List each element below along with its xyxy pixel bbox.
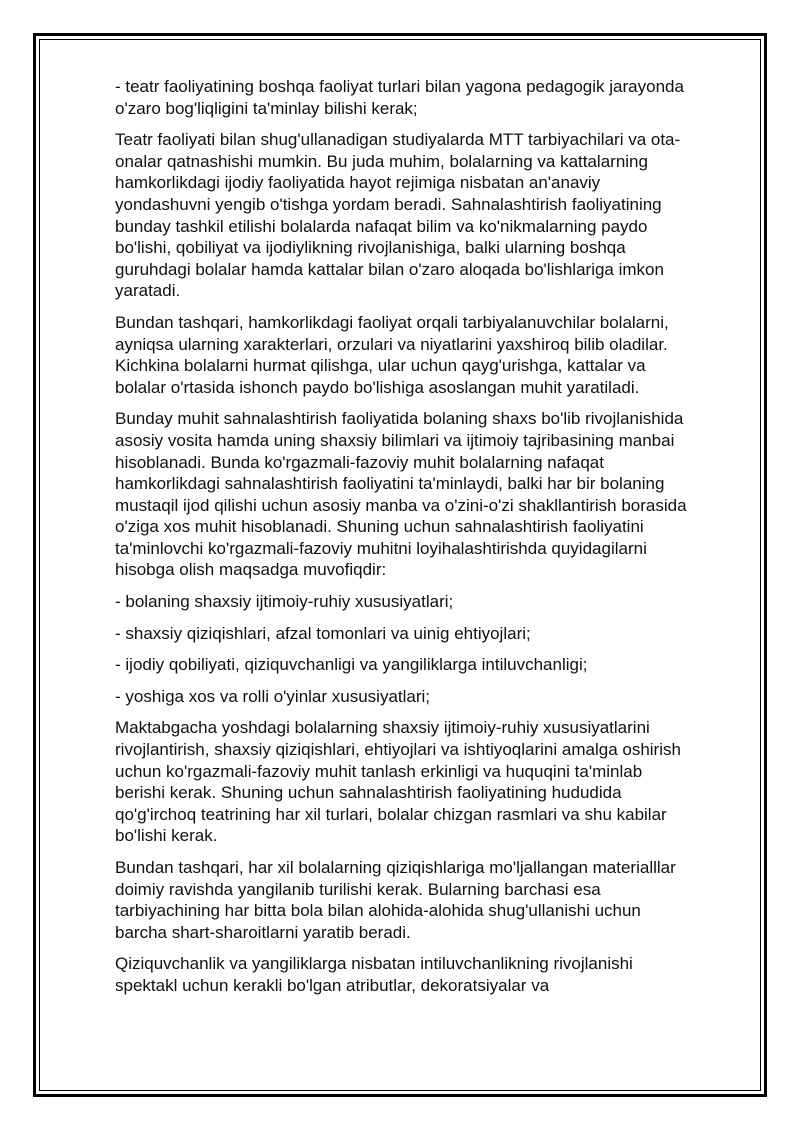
paragraph: Bundan tashqari, har xil bolalarning qiziqishlariga mo'ljallangan materialllar doimiy ravishda yangilanib turilishi kerak. Bularning barchasi esa tarbiyachining har bitta bola bilan alohida-alohida shug'ullanishi uchun barcha shart-sharoitlarni yaratib beradi. [115, 858, 676, 942]
list-item: - ijodiy qobiliyati, qiziquvchanligi va yangiliklarga intiluvchanligi; [115, 655, 588, 675]
paragraph: Bunday muhit sahnalashtirish faoliyatida bolaning shaxs bo'lib rivojlanishida asosiy vosita hamda uning shaxsiy bilimlari va ijtimoiy tajribasining manbai hisoblanadi. Bunda ko'rgazmali-fazoviy muhit bolalarning nafaqat hamkorlikdagi sahnalashtirish faoliyatini ta'minlaydi, balki har bir bolaning mustaqil ijod qilishi uchun asosiy manba va o'zini-o'zi shakllantirish borasida o'ziga xos muhit hisoblanadi. Shuning uchun sahnalashtirish faoliyatini ta'minlovchi ko'rgazmali-fazoviy muhitni loyihalashtirishda quyidagilarni hisobga olish maqsadga muvofiqdir: [115, 409, 687, 580]
list-item: - shaxsiy qiziqishlari, afzal tomonlari va uinig ehtiyojlari; [115, 623, 531, 643]
paragraph: Bundan tashqari, hamkorlikdagi faoliyat orqali tarbiyalanuvchilar bolalarni, ayniqsa ularning xarakterlari, orzulari va niyatlarini yaxshiroq bilib oladilar. Kichkina bolalarni hurmat qilishga, ular uchun qayg'urishga, kattalar va bolalar o'rtasida ishonch paydo bo'lishiga asoslangan muhit yaratiladi. [115, 312, 669, 397]
paragraph: - teatr faoliyatining boshqa faoliyat turlari bilan yagona pedagogik jarayonda o'zaro bog'liqligini ta'minlay bilishi kerak; [115, 77, 684, 118]
list-item: - yoshiga xos va rolli o'yinlar xususiyatlari; [115, 686, 431, 706]
paragraph: Teatr faoliyati bilan shug'ullanadigan studiyalarda MTT tarbiyachilari va ota-onalar qatnashishi mumkin. Bu juda muhim, bolalarning va kattalarning hamkorlikdagi ijodiy faoliyatida hayot rejimiga nisbatan an'anaviy yondashuvni yengib o'tishga yordam beradi. Sahnalashtirish faoliyatining bunday tashkil etilishi bolalarda nafaqat bilim va ko'nikmalarning paydo bo'lishi, qobiliyat va ijodiylikning rivojlanishiga, balki ularning boshqa guruhdagi bolalar hamda kattalar bilan o'zaro aloqada bo'lishlariga imkon yaratadi. [115, 130, 681, 301]
paragraph: Maktabgacha yoshdagi bolalarning shaxsiy ijtimoiy-ruhiy xususiyatlarini rivojlantirish, shaxsiy qiziqishlari, ehtiyojlari va ishtiyoqlarini amalga oshirish uchun ko'rgazmali-fazoviy muhit tanlash erkinligi va huquqini ta'minlab berishi kerak. Shuning uchun sahnalashtirish faoliyatining hududida qo'g'irchoq teatrining har xil turlari, bolalar chizgan rasmlari va shu kabilar bo'lishi kerak. [115, 718, 681, 846]
list-item: - bolaning shaxsiy ijtimoiy-ruhiy xususiyatlari; [115, 592, 454, 612]
paragraph: Qiziquvchanlik va yangiliklarga nisbatan intiluvchanlikning rivojlanishi spektakl uchun kerakli bo'lgan atributlar, dekoratsiyalar va [115, 954, 633, 995]
document-body [115, 76, 695, 1007]
